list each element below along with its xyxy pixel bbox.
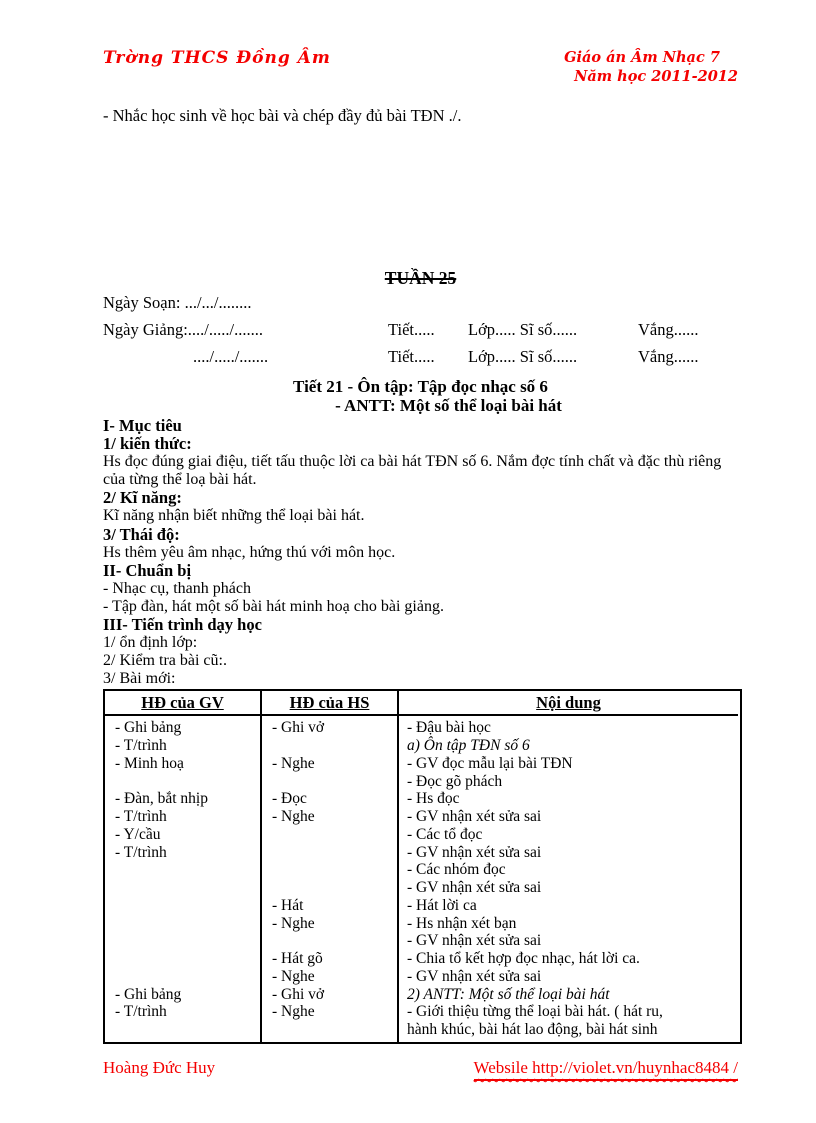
table-line: [115, 932, 258, 950]
table-line: [272, 844, 395, 862]
table-line: - Nghe: [272, 1003, 315, 1021]
table-line: [115, 879, 258, 897]
table-line: - Nghe: [272, 914, 315, 932]
table-header-gv: HĐ của GV: [105, 691, 260, 716]
table-line: [272, 773, 395, 791]
school-name: Trờng THCS Đồng Âm: [103, 48, 331, 68]
tiet-blank: Tiết.....: [388, 320, 435, 339]
table-line: [115, 915, 258, 933]
header-right-block: [564, 48, 738, 86]
table-line: - Ghi bảng: [115, 719, 182, 737]
table-line: - Các tổ đọc: [407, 825, 483, 843]
table-line: - T/trình: [115, 1003, 167, 1021]
website-link[interactable]: Websile http://violet.vn/huynhac8484 /: [474, 1058, 738, 1081]
table-line: [115, 897, 258, 915]
table-line: - Đọc gõ phách: [407, 772, 503, 790]
page-header: [103, 48, 738, 86]
table-line: - Hs đọc: [407, 790, 460, 808]
author-name: Hoàng Đức Huy: [103, 1057, 216, 1077]
ngay-soan: Ngày Soạn: .../.../........: [103, 293, 252, 312]
table-line: - Các nhóm đọc: [407, 861, 506, 879]
schedule-row: [103, 343, 738, 370]
table-line: - Nghe: [272, 967, 315, 985]
schedule-block: [103, 289, 738, 370]
outline-line: 2/ Kiểm tra bài cũ:.: [103, 652, 227, 670]
table-line: [115, 1021, 258, 1039]
table-line: [272, 932, 395, 950]
lop-siso-blank: Lớp..... Sĩ số......: [468, 320, 578, 339]
table-line: - Đọc: [272, 790, 307, 808]
ngay-giang-2: ..../...../.......: [193, 347, 269, 366]
table-header-noidung: Nội dung: [397, 691, 738, 716]
section-heading: I- Mục tiêu: [103, 416, 182, 435]
vang-blank: Vắng......: [638, 347, 699, 366]
section-heading: II- Chuẩn bị: [103, 560, 192, 580]
table-line: - Giới thiệu từng thể loại bài hát. ( hát ru,: [407, 1003, 663, 1021]
schedule-row: [103, 316, 738, 343]
lop-siso-blank: Lớp..... Sĩ số......: [468, 347, 578, 366]
table-column-hs: [260, 716, 397, 1042]
table-line: a) Ôn tập TĐN số 6: [407, 737, 530, 755]
reminder-note: - Nhắc học sinh về học bài và chép đầy đủ bài TĐN ./.: [103, 106, 462, 125]
ngay-giang: Ngày Giảng:..../...../.......: [103, 320, 263, 339]
table-line: - Nghe: [272, 754, 315, 772]
lesson-title-line1: Tiết 21 - Ôn tập: Tập đọc nhạc số 6: [293, 377, 548, 396]
lesson-outline: [103, 417, 738, 688]
table-line: - T/trình: [115, 737, 167, 755]
vang-blank: Vắng......: [638, 320, 699, 339]
subsection-heading: 1/ kiến thức:: [103, 434, 192, 454]
table-line: - Nghe: [272, 808, 315, 826]
table-header-hs: HĐ của HS: [260, 691, 397, 716]
table-line: - Đậu bài học: [407, 719, 491, 737]
table-line: - Ghi vở: [272, 985, 325, 1003]
subsection-heading: 2/ Kĩ năng:: [103, 488, 182, 508]
outline-line: 3/ Bài mới:: [103, 670, 176, 688]
table-line: [272, 737, 395, 755]
outline-line: Hs thêm yêu âm nhạc, hứng thú với môn học.: [103, 543, 396, 561]
table-line: [115, 968, 258, 986]
table-line: - Ghi vở: [272, 719, 325, 737]
outline-paragraph: Hs đọc đúng giai điệu, tiết tấu thuộc lời ca bài hát TĐN số 6. Nắm đợc tính chất và đặc thù riêng của từng thể loạ bài hát.: [103, 453, 722, 489]
table-line: - GV nhận xét sửa sai: [407, 967, 542, 985]
table-line: - Đàn, bắt nhịp: [115, 790, 208, 808]
activity-table: [103, 689, 742, 1044]
school-year: Năm học 2011-2012: [574, 68, 738, 85]
table-line: - Hát lời ca: [407, 896, 477, 914]
section-heading: III- Tiến trình dạy học: [103, 615, 262, 635]
outline-line: 1/ ổn định lớp:: [103, 634, 198, 652]
table-line: [272, 879, 395, 897]
schedule-soan-row: [103, 289, 738, 316]
table-line: - Minh hoạ: [115, 754, 184, 772]
table-line: [272, 861, 395, 879]
week-title: TUẦN 25: [384, 268, 457, 288]
table-line: - T/trình: [115, 843, 167, 861]
subsection-heading: 3/ Thái độ:: [103, 524, 180, 544]
table-line: [115, 861, 258, 879]
table-line: - Ghi bảng: [115, 985, 182, 1003]
table-line: - Hát gõ: [272, 950, 323, 968]
table-line: - GV nhận xét sửa sai: [407, 808, 542, 826]
outline-line: - Nhạc cụ, thanh phách: [103, 579, 251, 597]
document-title: Giáo án Âm Nhạc 7: [564, 49, 720, 66]
table-line: [115, 773, 258, 791]
table-line: - Hát: [272, 896, 304, 914]
table-line: - GV nhận xét sửa sai: [407, 879, 542, 897]
table-line: - GV nhận xét sửa sai: [407, 843, 542, 861]
outline-line: - Tập đàn, hát một số bài hát minh hoạ cho bài giảng.: [103, 597, 444, 615]
table-column-gv: [105, 716, 260, 1042]
table-line: [115, 950, 258, 968]
table-line: - Hs nhận xét bạn: [407, 914, 517, 932]
table-line: 2) ANTT: Một số thể loại bài hát: [407, 985, 610, 1003]
table-line: - T/trình: [115, 808, 167, 826]
table-line: - GV nhận xét sửa sai: [407, 932, 542, 950]
table-line: - Y/cầu: [115, 825, 161, 843]
table-column-noidung: [397, 716, 738, 1042]
table-line: - Chia tổ kết hợp đọc nhạc, hát lời ca.: [407, 950, 640, 968]
lesson-title: [103, 377, 738, 415]
outline-line: Kĩ năng nhận biết những thể loại bài hát.: [103, 507, 365, 525]
table-line: hành khúc, bài hát lao động, bài hát sinh: [407, 1021, 658, 1039]
page-footer: [103, 1058, 738, 1081]
lesson-title-line2: - ANTT: Một số thể loại bài hát: [335, 396, 562, 415]
tiet-blank: Tiết.....: [388, 347, 435, 366]
table-line: - GV đọc mẫu lại bài TĐN: [407, 754, 573, 772]
table-line: [272, 826, 395, 844]
table-line: [272, 1021, 395, 1039]
